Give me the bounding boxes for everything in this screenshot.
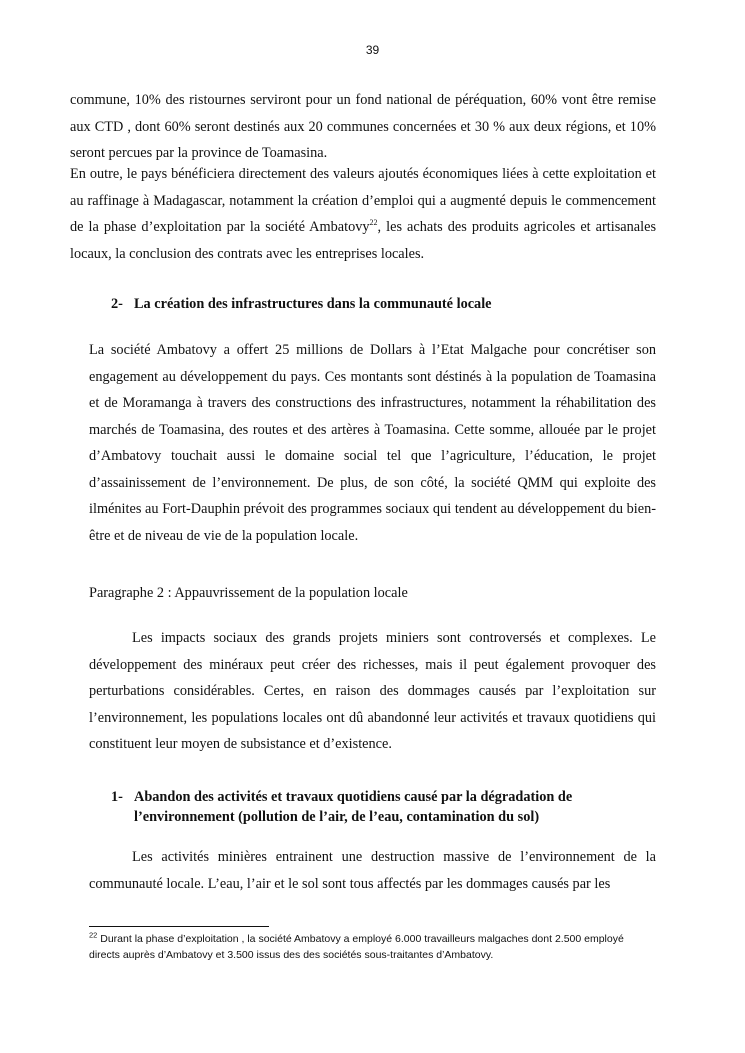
paragraph-valeurs-ajoutees (70, 161, 656, 267)
paragraph-ristournes: commune, 10% des ristournes serviront pour un fond national de péréquation, 60% vont être remise aux CTD , dont 60% seront destinés aux 20 communes concernées et 30 % aux deux régions, et 10% seront percues par la province de Toamasina. (70, 92, 656, 161)
section-number: 1- (111, 789, 123, 805)
footnote-text: Durant la phase d’exploitation , la société Ambatovy a employé 6.000 travailleurs malgaches dont 2.500 employé directs auprès d’Ambatovy et 3.500 issus des des sociétés sous-traitantes d’Ambatovy. (89, 933, 624, 961)
section-heading-abandon-activites (111, 787, 634, 827)
footnote-reference[interactable]: 22 (369, 218, 378, 228)
footnote-number: 22 (89, 930, 98, 940)
footnote (89, 932, 649, 963)
footnote-separator (89, 926, 269, 927)
section-heading-infrastructures (111, 296, 671, 313)
paragraph-impacts-sociaux: Les impacts sociaux des grands projets miniers sont controversés et complexes. Le développement des minéraux peut créer des richesses, mais il peut également provoquer des perturbations considérables. Certes, en raison des dommages causés par l’exploitation sur l’environnement, les populations locales ont dû abandonné leur activités et travaux quotidiens qui constituent leur moyen de subsistance et d’existence. (89, 630, 656, 752)
section-title: Abandon des activités et travaux quotidiens causé par la dégradation de l’environnement (pollution de l’air, de l’eau, contamination du sol) (134, 789, 573, 825)
paragraph-activites-minieres: Les activités minières entrainent une destruction massive de l’environnement de la communauté locale. L’eau, l’air et le sol sont tous affectés par les dommages causés par les (89, 849, 656, 892)
page-number: 39 (365, 43, 380, 57)
paragraph-title-appauvrissement: Paragraphe 2 : Appauvrissement de la population locale (89, 585, 408, 601)
paragraph-text-part2: , les achats des produits agricoles et artisanales locaux, la conclusion des contrats avec les entreprises locales. (70, 219, 657, 262)
paragraph-text-part1: En outre, le pays bénéficiera directement des valeurs ajoutés économiques liées à cette exploitation et au raffinage à Madagascar, notamment la création d’emploi qui a augmenté depuis le commencement de la phase d’exploitation par la société Ambatovy (70, 166, 656, 235)
paragraph-ambatovy-investment: La société Ambatovy a offert 25 millions de Dollars à l’Etat Malgache pour concrétiser son engagement au développement du pays. Ces montants sont déstinés à la population de Toamasina et de Moramanga à travers des constructions des infrastructures, notamment la réhabilitation des marchés de Toamasina, des routes et des artères à Toamasina. Cette somme, allouée par le projet d’Ambatovy touchait aussi le domaine social tel que l’agriculture, l’éducation, le projet d’assainissement de l’environnement. De plus, de son côté, la société QMM qui exploite des ilménites au Fort-Dauphin prévoit des programmes sociaux qui tendent au développement du bien-être et de niveau de vie de la population locale. (89, 342, 656, 544)
section-number: 2- (111, 296, 123, 312)
section-title: La création des infrastructures dans la communauté locale (134, 296, 492, 312)
